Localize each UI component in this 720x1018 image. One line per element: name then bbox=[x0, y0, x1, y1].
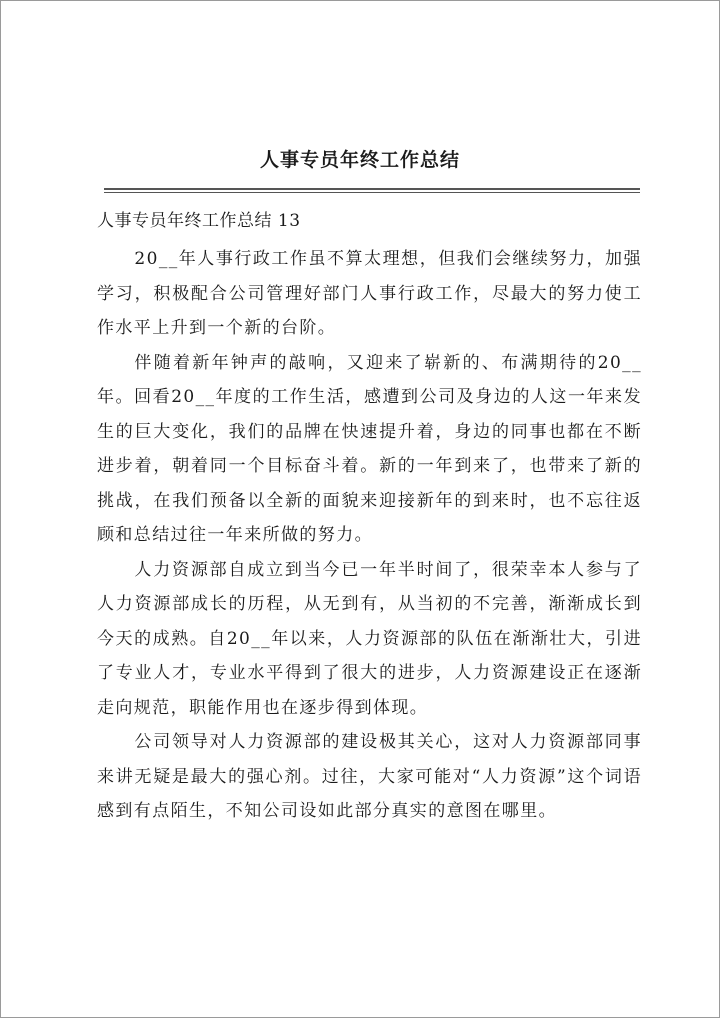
paragraph: 20__年人事行政工作虽不算太理想，但我们会继续努力，加强学习，积极配合公司管理好部门人事行政工作，尽最大的努力使工作水平上升到一个新的台阶。 bbox=[97, 249, 642, 338]
paragraph: 伴随着新年钟声的敲响，又迎来了崭新的、布满期待的20__年。回看20__年度的工作生活，感遭到公司及身边的人这一年来发生的巨大变化，我们的品牌在快速提升着，身边的同事也都在不断进步着，朝着同一个目标奋斗着。新的一年到来了，也带来了新的挑战，在我们预备以全新的面貌来迎接新年的到来时，也不忘往返顾和总结过往一年来所做的努力。 bbox=[97, 352, 642, 545]
paragraph: 人力资源部自成立到当今已一年半时间了，很荣幸本人参与了人力资源部成长的历程，从无到有，从当初的不完善，渐渐成长到今天的成熟。自20__年以来，人力资源部的队伍在渐渐壮大，引进了专业人才，专业水平得到了很大的进步，人力资源建设正在逐渐走向规范，职能作用也在逐步得到体现。 bbox=[97, 559, 642, 718]
section-subtitle: 人事专员年终工作总结 13 bbox=[97, 211, 301, 231]
document-body bbox=[97, 242, 642, 829]
title-divider bbox=[104, 188, 640, 193]
document-title: 人事专员年终工作总结 bbox=[259, 149, 460, 171]
paragraph: 公司领导对人力资源部的建设极其关心，这对人力资源部同事来讲无疑是最大的强心剂。过往，大家可能对“人力资源”这个词语感到有点陌生，不知公司设如此部分真实的意图在哪里。 bbox=[97, 732, 642, 821]
